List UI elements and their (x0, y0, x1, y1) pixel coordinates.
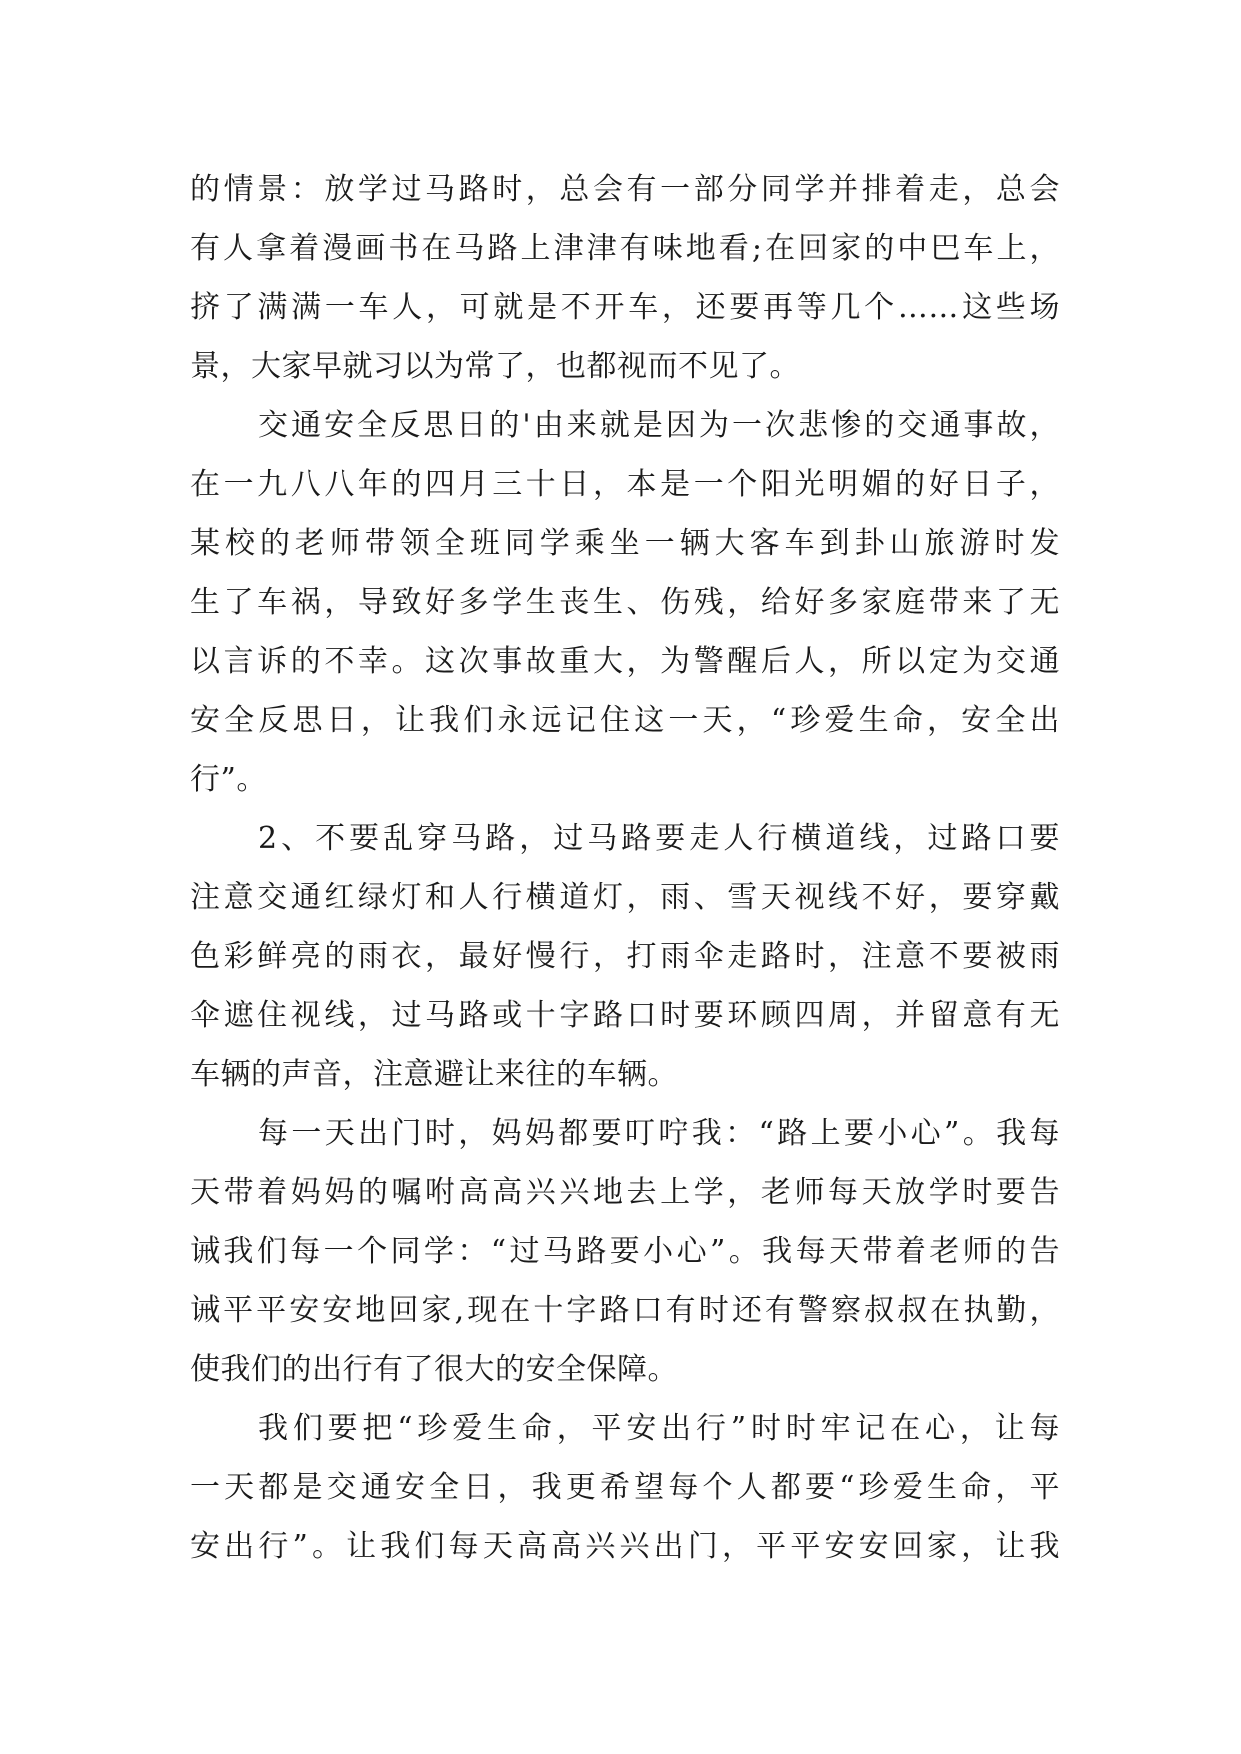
paragraph-1 (190, 160, 1060, 396)
text-line: 诫平平安安地回家,现在十字路口有时还有警察叔叔在执勤， (190, 1293, 1060, 1328)
paragraph-4 (190, 1104, 1060, 1399)
text-line: 使我们的出行有了很大的安全保障。 (190, 1352, 678, 1387)
text-line: 安全反思日，让我们永远记住这一天，“珍爱生命，安全出 (190, 703, 1060, 738)
text-line: 以言诉的不幸。这次事故重大，为警醒后人，所以定为交通 (190, 644, 1060, 679)
text-line: 车辆的声音，注意避让来往的车辆。 (190, 1057, 678, 1092)
text-line: 注意交通红绿灯和人行横道灯，雨、雪天视线不好，要穿戴 (190, 880, 1060, 915)
text-line: 色彩鲜亮的雨衣，最好慢行，打雨伞走路时，注意不要被雨 (190, 939, 1060, 974)
text-line: 挤了满满一车人，可就是不开车，还要再等几个……这些场 (190, 290, 1060, 325)
text-line: 安出行”。让我们每天高高兴兴出门，平平安安回家，让我 (190, 1529, 1060, 1564)
text-line: 诫我们每一个同学：“过马路要小心”。我每天带着老师的告 (190, 1234, 1060, 1269)
text-line: 某校的老师带领全班同学乘坐一辆大客车到卦山旅游时发 (190, 526, 1060, 561)
text-line: 伞遮住视线，过马路或十字路口时要环顾四周，并留意有无 (190, 998, 1060, 1033)
text-line: 每一天出门时，妈妈都要叮咛我：“路上要小心”。我每 (258, 1116, 1060, 1151)
text-line: 生了车祸，导致好多学生丧生、伤残，给好多家庭带来了无 (190, 585, 1060, 620)
text-line: 有人拿着漫画书在马路上津津有味地看;在回家的中巴车上， (190, 231, 1060, 266)
text-line: 在一九八八年的四月三十日，本是一个阳光明媚的好日子， (190, 467, 1060, 502)
document-body (190, 160, 1060, 1576)
text-line: 天带着妈妈的嘱咐高高兴兴地去上学，老师每天放学时要告 (190, 1175, 1060, 1210)
text-line: 交通安全反思日的'由来就是因为一次悲惨的交通事故， (258, 408, 1060, 443)
paragraph-5 (190, 1399, 1060, 1576)
text-line: 一天都是交通安全日，我更希望每个人都要“珍爱生命，平 (190, 1470, 1060, 1505)
text-line: 行”。 (190, 762, 267, 797)
text-line: 景，大家早就习以为常了，也都视而不见了。 (190, 349, 800, 384)
paragraph-3 (190, 809, 1060, 1104)
text-line: 我们要把“珍爱生命，平安出行”时时牢记在心，让每 (258, 1411, 1060, 1446)
paragraph-2 (190, 396, 1060, 809)
text-line: 的情景：放学过马路时，总会有一部分同学并排着走，总会 (190, 172, 1060, 207)
text-line: 2、不要乱穿马路，过马路要走人行横道线，过路口要 (258, 821, 1060, 856)
